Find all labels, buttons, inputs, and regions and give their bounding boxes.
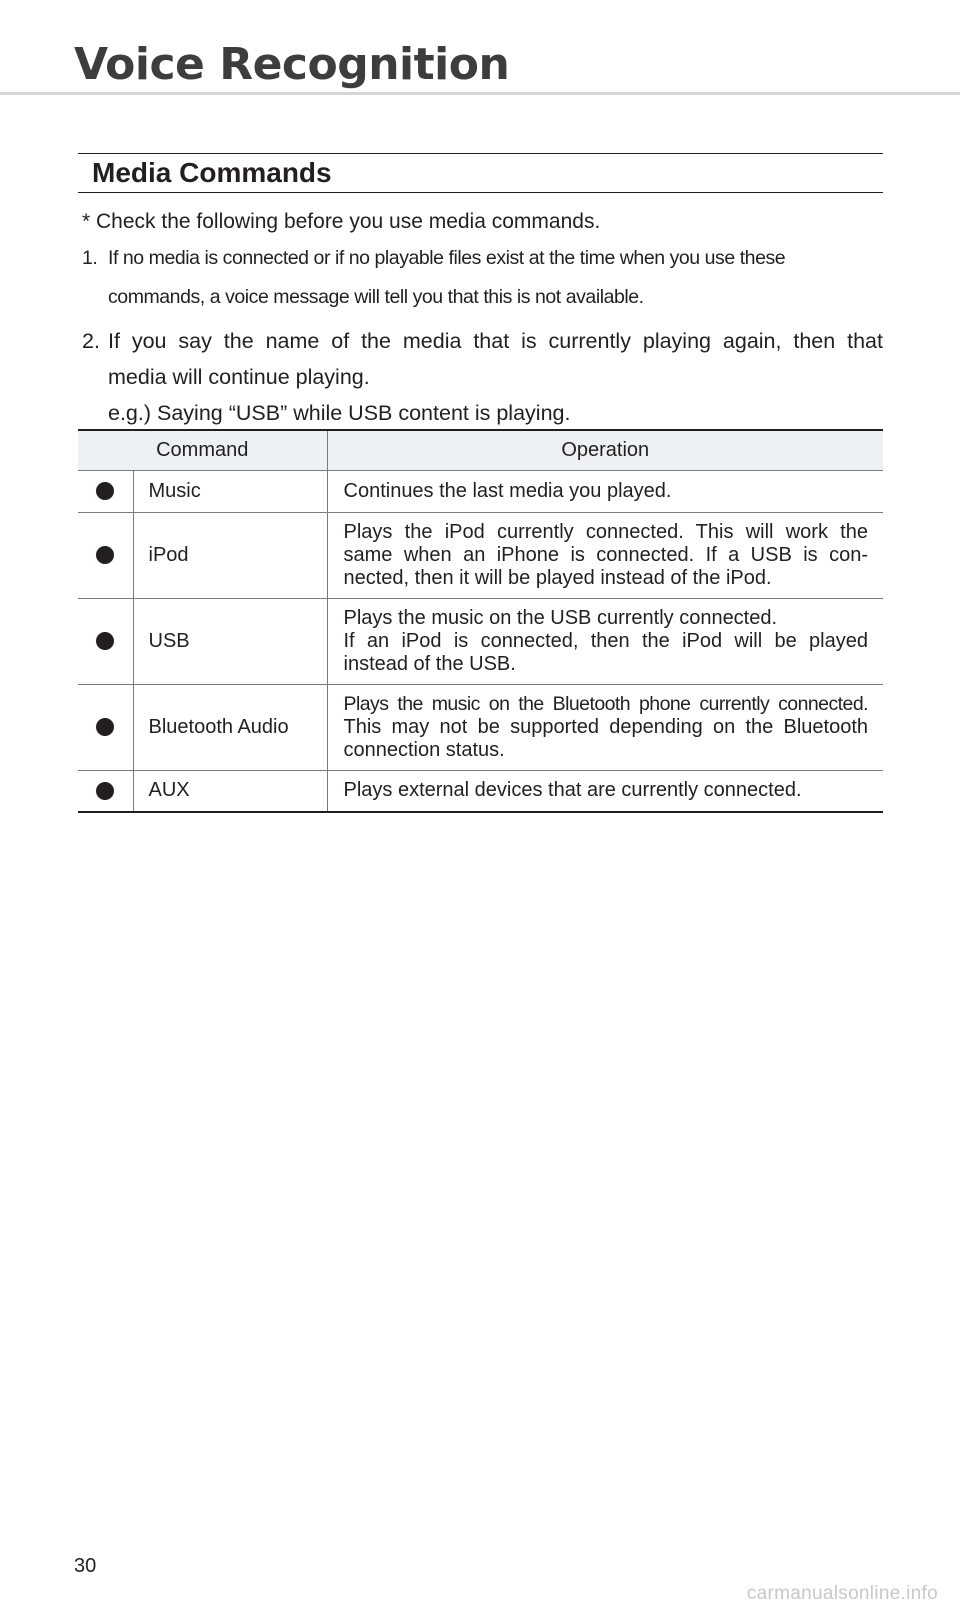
operation-line: nected, then it will be played instead of the iPod. (343, 566, 772, 589)
bullet-icon (96, 546, 114, 564)
operation-line: Plays the music on the USB currently connected. (343, 606, 778, 629)
table-header-row (78, 430, 883, 470)
section-title: Media Commands (92, 157, 332, 188)
list-line: media will continue playing. (108, 365, 370, 389)
command-cell: AUX (133, 770, 327, 812)
operation-line: connection status. (343, 738, 505, 761)
table-row (78, 684, 883, 770)
table-row (78, 770, 883, 812)
page-header (74, 34, 934, 96)
operation-cell (327, 684, 883, 770)
list-example: e.g.) Saying “USB” while USB content is playing. (108, 401, 571, 425)
operation-line: instead of the USB. (343, 652, 516, 675)
media-commands-table (78, 429, 883, 813)
table-row (78, 598, 883, 684)
operation-line: Plays the music on the Bluetooth phone currently connected. (343, 692, 868, 715)
column-header-command: Command (78, 430, 327, 470)
list-line: If no media is connected or if no playable files exist at the time when you use these (108, 247, 786, 269)
table-row (78, 470, 883, 512)
bullet-icon (96, 482, 114, 500)
list-item-1 (82, 239, 883, 317)
list-item-2 (82, 323, 883, 431)
command-cell: Music (133, 470, 327, 512)
operation-cell (327, 598, 883, 684)
operation-line: Plays the iPod currently connected. This will work the (343, 520, 868, 543)
header-divider (0, 92, 960, 95)
bullet-icon (96, 718, 114, 736)
page-title: Voice Recognition (74, 39, 510, 90)
list-number: 1. (82, 247, 98, 269)
operation-cell (327, 770, 883, 812)
intro-note: * Check the following before you use media commands. (82, 210, 601, 233)
list-number: 2. (82, 329, 100, 353)
page-number: 30 (74, 1555, 97, 1577)
operation-line: This may not be supported depending on the Bluetooth (343, 715, 868, 738)
command-cell: USB (133, 598, 327, 684)
bullet-icon (96, 632, 114, 650)
command-cell: Bluetooth Audio (133, 684, 327, 770)
intro-text (82, 205, 883, 431)
list-line: commands, a voice message will tell you that this is not available. (108, 286, 644, 308)
table-row (78, 512, 883, 598)
operation-line: Plays external devices that are currently connected. (343, 779, 802, 802)
operation-line: If an iPod is connected, then the iPod will be played (343, 629, 868, 652)
column-header-operation: Operation (327, 430, 883, 470)
operation-line: same when an iPhone is connected. If a USB is con- (343, 543, 868, 566)
section-heading (78, 153, 883, 193)
operation-line: Continues the last media you played. (343, 479, 672, 502)
watermark: carmanualsonline.info (746, 1583, 938, 1604)
operation-cell (327, 470, 883, 512)
operation-cell (327, 512, 883, 598)
bullet-icon (96, 782, 114, 800)
list-line: If you say the name of the media that is currently playing again, then that (108, 329, 883, 353)
command-cell: iPod (133, 512, 327, 598)
